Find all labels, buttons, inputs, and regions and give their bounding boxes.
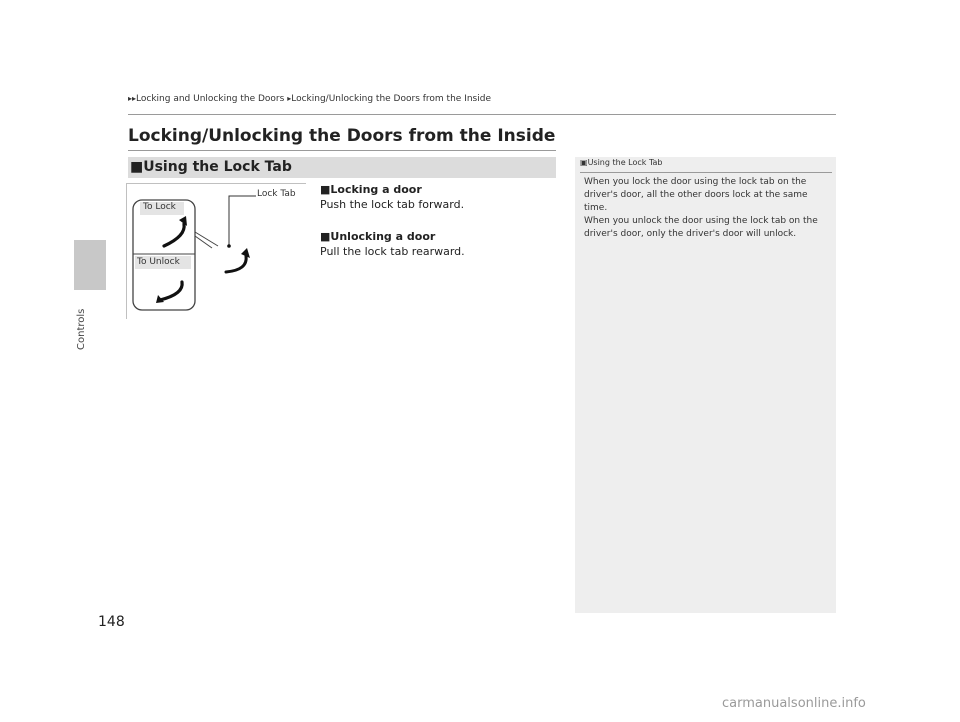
watermark: carmanualsonline.info — [722, 696, 866, 711]
page-title: Locking/Unlocking the Doors from the Inside — [128, 126, 556, 146]
note-title: ▣Using the Lock Tab — [580, 158, 663, 167]
chapter-tab — [74, 240, 106, 290]
square-bullet-icon: ■ — [320, 230, 331, 243]
breadcrumb-arrow-icon: ▸▸ — [128, 94, 137, 103]
note-paragraph: When you lock the door using the lock tab on the driver's door, all the other doors lock at the same time. — [584, 177, 808, 213]
unlocking-text: Pull the lock tab rearward. — [320, 245, 465, 258]
chapter-label: Controls — [76, 308, 87, 350]
section-square-icon: ■ — [130, 159, 144, 175]
locking-heading: Locking a door — [330, 183, 422, 196]
breadcrumb-item[interactable]: Locking/Unlocking the Doors from the Inside — [291, 94, 491, 104]
square-bullet-icon: ■ — [320, 183, 331, 196]
unlocking-heading: Unlocking a door — [330, 230, 436, 243]
locking-block — [320, 182, 464, 212]
to-lock-label: To Lock — [143, 202, 176, 212]
note-reference-icon: ▣ — [580, 158, 588, 167]
locking-text: Push the lock tab forward. — [320, 198, 465, 211]
breadcrumb — [128, 94, 491, 104]
title-rule — [128, 150, 556, 151]
lock-tab-callout: Lock Tab — [257, 189, 296, 199]
breadcrumb-arrow-icon: ▸ — [287, 94, 292, 103]
note-paragraph: When you unlock the door using the lock tab on the driver's door, only the driver's door will unlock. — [584, 216, 818, 239]
page-number: 148 — [98, 614, 125, 630]
unlocking-block — [320, 229, 465, 259]
header-rule — [128, 114, 836, 115]
breadcrumb-item[interactable]: Locking and Unlocking the Doors — [136, 94, 285, 104]
note-body — [584, 176, 828, 241]
to-unlock-label: To Unlock — [137, 257, 180, 267]
tab-arrow-icon — [226, 256, 246, 272]
section-title: ■Using the Lock Tab — [130, 159, 292, 175]
note-rule — [580, 172, 832, 173]
